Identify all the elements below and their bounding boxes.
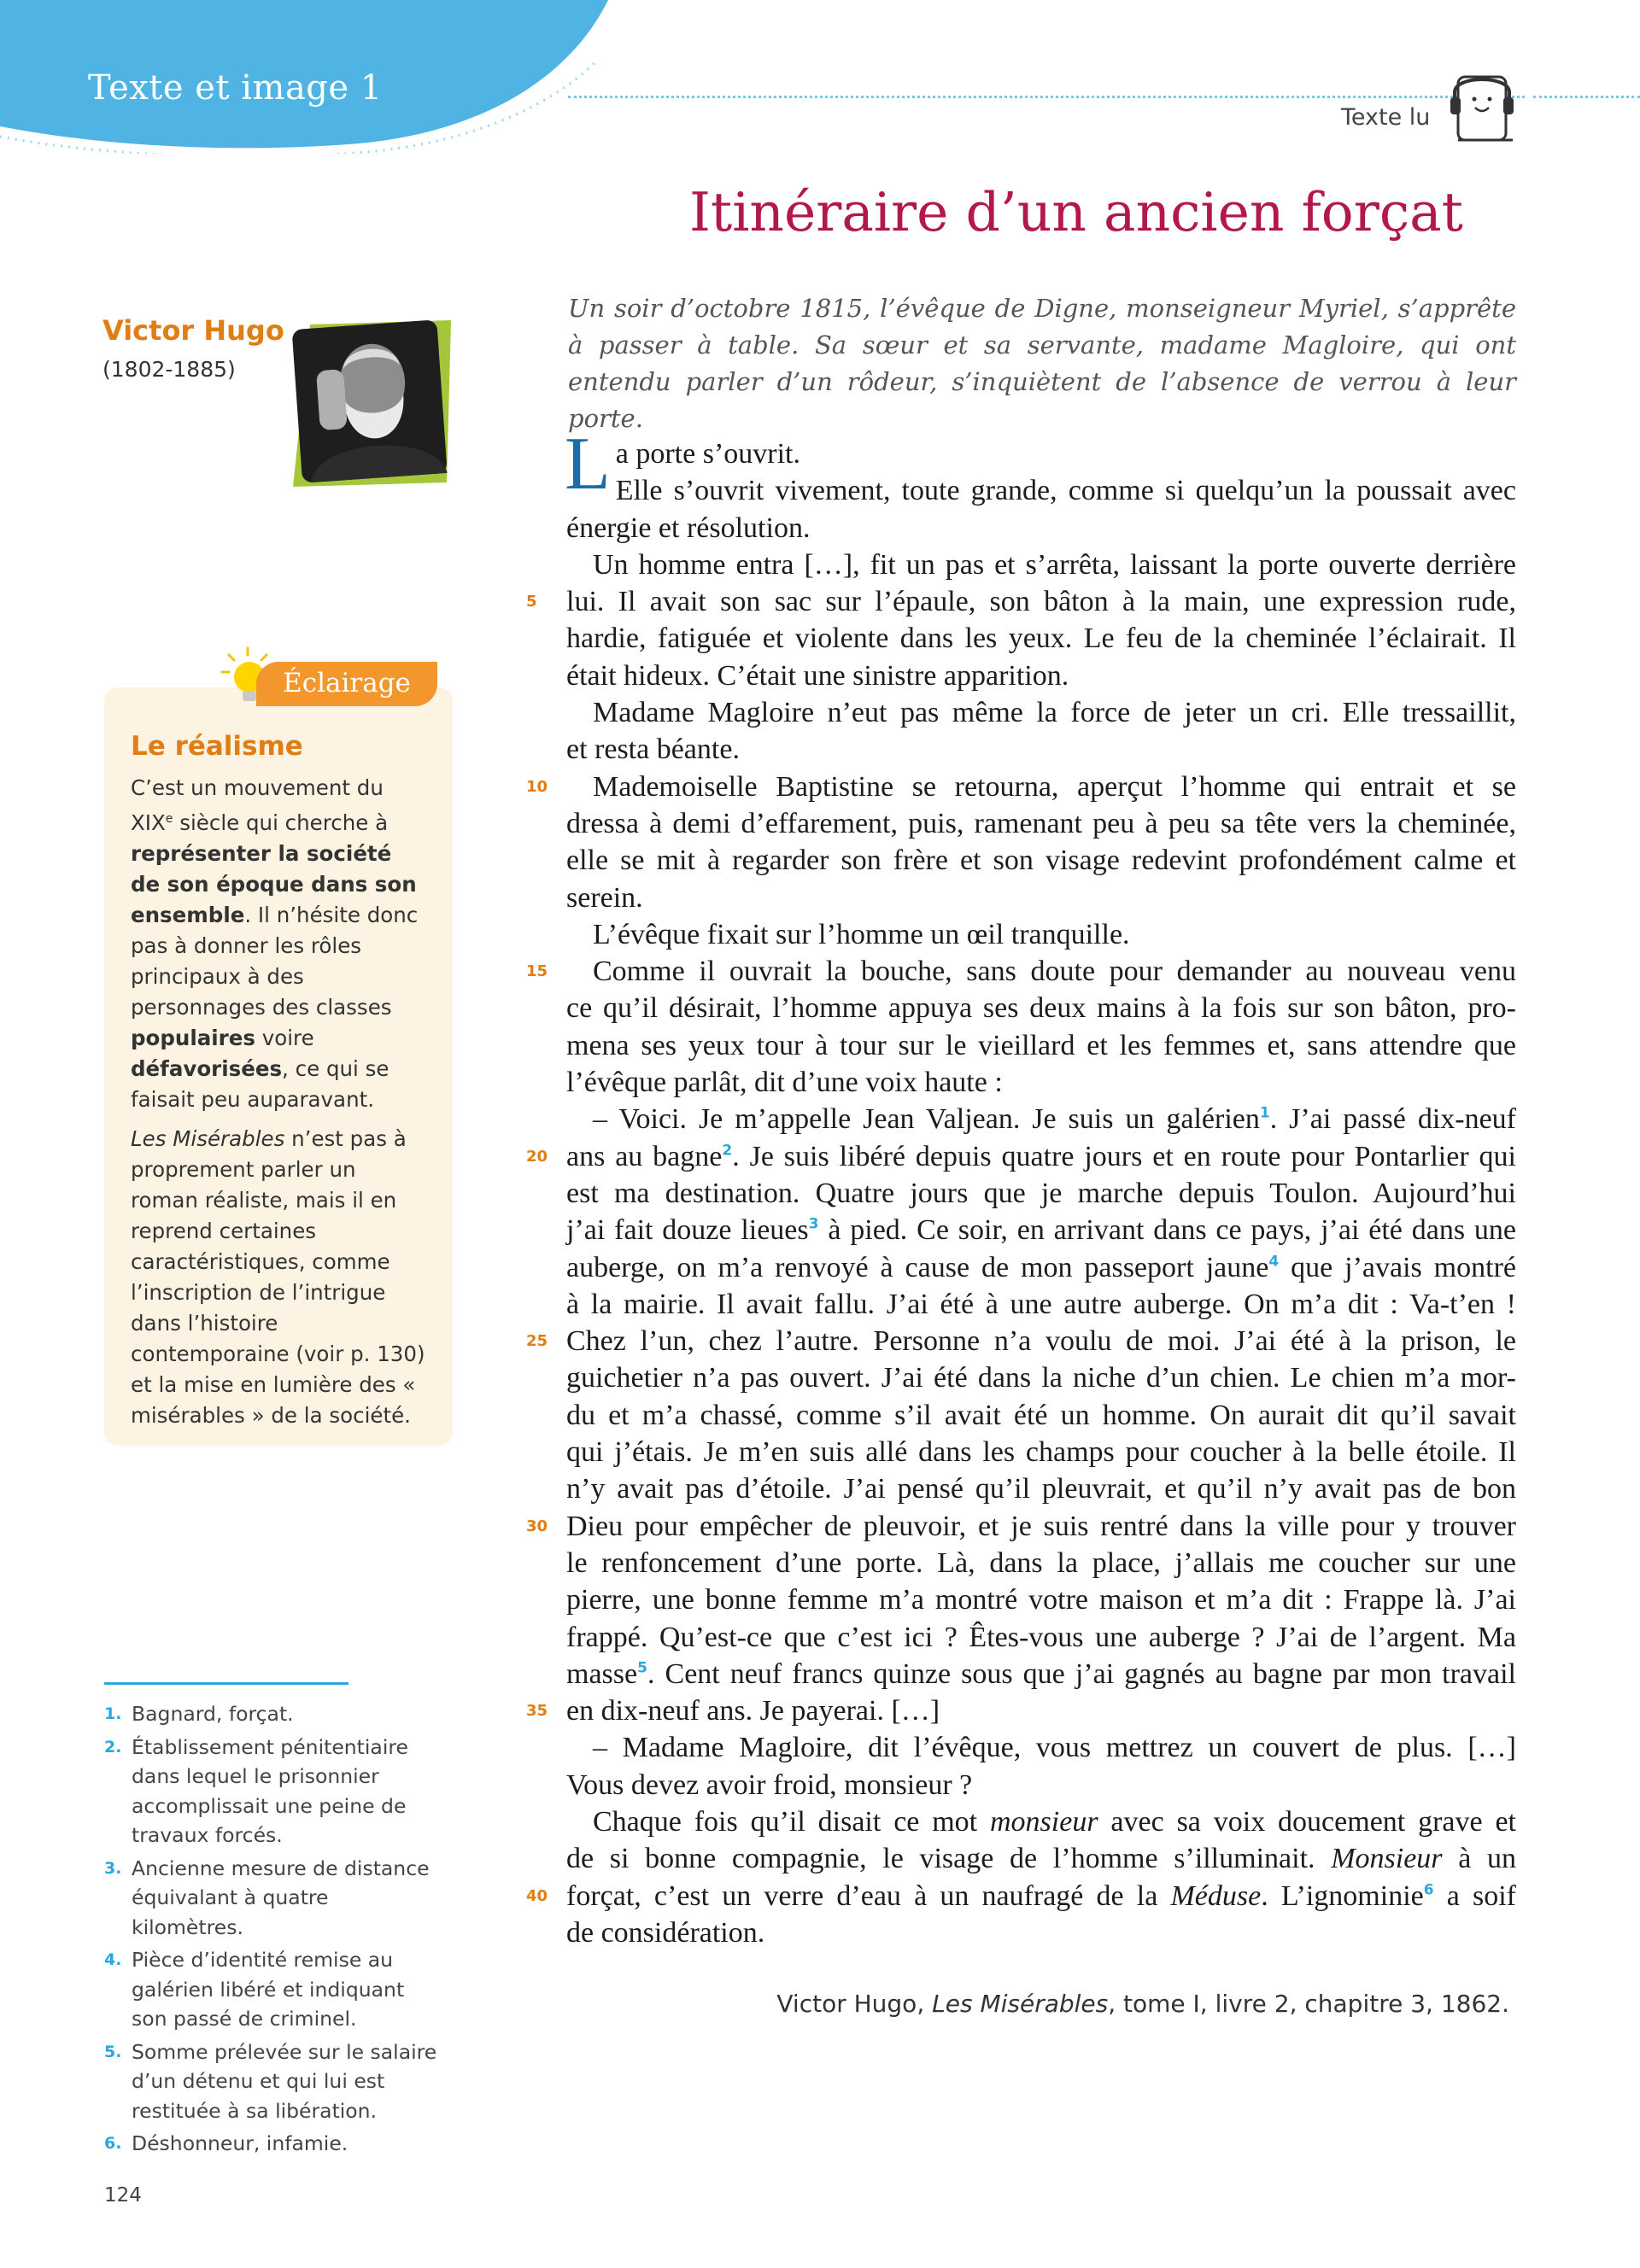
text-line-emphasis: Monsieur: [1331, 1843, 1443, 1875]
text-line-emphasis: Méduse: [1170, 1879, 1262, 1912]
eclairage-tab-label: Éclairage: [283, 668, 411, 699]
text-line: hardie, fatiguée et violente dans les yeux. Le feu de la cheminée l’éclairait. Il: [566, 623, 1516, 655]
section-label: Texte et image 1: [88, 68, 383, 108]
text-line: [566, 1803, 1516, 1840]
author-portrait: [284, 316, 455, 495]
text-line: elle se mit à regarder son frère et son visage redevint profondément calme et: [566, 845, 1516, 877]
text-line: n’y avait pas d’étoile. J’ai pensé qu’il pleuvrait, et qu’il n’y avait pas de bon: [566, 1473, 1516, 1505]
text-line: [526, 1323, 1516, 1359]
text-line: de considération.: [566, 1916, 765, 1949]
text-line-content: Comme il ouvrait la bouche, sans doute pour demander au nouveau venu: [593, 956, 1516, 988]
footnote-text: Établissement pénitentiaire dans lequel le prisonnier accomplissait une peine de travaux forcés.: [132, 1734, 408, 1847]
source-prefix: Victor Hugo,: [776, 1990, 933, 2018]
footnote-text: Ancienne mesure de distance équivalant à quatre kilomètres.: [132, 1856, 430, 1939]
footnote-mark[interactable]: 3: [808, 1215, 819, 1233]
text-line-content: . Cent neuf francs quinze sous que j’ai gagnés au bagne par mon travail: [647, 1657, 1516, 1690]
source-citation: [568, 1990, 1509, 2018]
eclairage-text: siècle qui cherche à: [173, 810, 389, 836]
footnote-mark[interactable]: 6: [1423, 1881, 1434, 1899]
eclairage-title: Le réalisme: [131, 731, 303, 762]
text-line-content: Chaque fois qu’il disait ce mot: [593, 1805, 990, 1838]
headphones-character-icon[interactable]: [1448, 67, 1516, 143]
footnote-text: Pièce d’identité remise au galérien libéré et indiquant son passé de criminel.: [132, 1948, 405, 2031]
footnote-item: [104, 1945, 446, 2034]
author-dates: (1802-1885): [102, 357, 236, 382]
text-line: énergie et résolution.: [566, 511, 811, 544]
eclairage-italic: Les Misérables: [131, 1126, 285, 1152]
line-number: 40: [526, 1886, 548, 1905]
page-number: 124: [104, 2184, 142, 2207]
footnote-item: [104, 2037, 446, 2126]
text-line: à la mairie. Il avait fallu. J’ai été à une autre auberge. On m’a dit : Va-t’en !: [566, 1288, 1516, 1320]
text-line: [526, 769, 1516, 805]
text-line-content: avec sa voix doucement grave et: [1098, 1805, 1516, 1838]
text-line: [566, 1212, 1516, 1248]
text-line: [566, 1101, 1516, 1137]
footnote-number: 3.: [104, 1858, 122, 1878]
text-line: [526, 1138, 1516, 1175]
header-dotted-rule: [568, 96, 1525, 98]
eclairage-sup: e: [165, 812, 173, 826]
text-line-content: à pied. Ce soir, en arrivant dans ce pays, j’ai été dans une: [818, 1214, 1516, 1247]
text-line-content: . J’ai passé dix-neuf: [1269, 1103, 1517, 1136]
eclairage-text: . Il n’hésite donc pas à donner les rôles principaux à des personnages des classes: [131, 903, 419, 1020]
line-number: 20: [526, 1147, 548, 1166]
eclairage-text: , ce qui se faisait peu auparavant.: [131, 1056, 390, 1113]
text-line: du et m’a chassé, comme s’il avait été un homme. On aurait dit qu’il savait: [566, 1399, 1516, 1431]
eclairage-paragraph: [131, 1124, 425, 1431]
footnote-mark[interactable]: 2: [722, 1142, 733, 1160]
eclairage-text: C’est un mouvement du XIX: [131, 775, 384, 836]
footnote-number: 1.: [104, 1704, 122, 1723]
text-line: Madame Magloire n’eut pas même la force de jeter un cri. Elle tressaillit,: [593, 697, 1516, 729]
text-line: le renfoncement d’une porte. Là, dans la place, j’allais me coucher sur une: [566, 1546, 1516, 1579]
text-line: [526, 1692, 1516, 1729]
line-number: 30: [526, 1517, 548, 1535]
footnote-item: [104, 1699, 446, 1729]
line-number: 10: [526, 777, 548, 796]
text-line: et resta béante.: [566, 734, 740, 766]
line-number: 15: [526, 962, 548, 981]
text-line: ce qu’il désirait, l’homme appuya ses deux mains à la fois sur son bâton, pro-: [566, 992, 1516, 1025]
main-text: [526, 423, 1517, 1951]
footnote-text: Bagnard, forçat.: [132, 1702, 294, 1726]
footnote-mark[interactable]: 5: [637, 1659, 647, 1677]
line-number: 25: [526, 1332, 548, 1351]
eclairage-text: n’est pas à proprement parler un roman réaliste, mais il en reprend certaines caractéristiques, comme l’inscription de l’intrigue dans l’histoire contemporaine (voir p. 130) et la mise en lumière des « misérables » de la société.: [131, 1126, 425, 1429]
text-line-content: . L’ignominie: [1261, 1879, 1424, 1912]
eclairage-bold: populaires: [131, 1026, 255, 1051]
text-line-content: à un: [1442, 1843, 1516, 1875]
text-line-content: Dieu pour empêcher de pleuvoir, et je suis rentré dans la ville pour y trouver: [566, 1510, 1516, 1542]
footnote-number: 2.: [104, 1737, 122, 1757]
text-line-content: – Voici. Je m’appelle Jean Valjean. Je suis un galérien: [593, 1103, 1260, 1136]
footnotes: [104, 1699, 446, 2162]
text-line: est ma destination. Quatre jours que je marche depuis Toulon. Aujourd’hui: [566, 1177, 1516, 1209]
text-line: [526, 1878, 1516, 1914]
text-line-content: Chez l’un, chez l’autre. Personne n’a voulu de moi. J’ai été à la prison, le: [566, 1325, 1516, 1358]
footnote-text: Somme prélevée sur le salaire d’un détenu et qui lui est restituée à sa libération.: [132, 2039, 437, 2123]
text-line-content: j’ai fait douze lieues: [566, 1214, 809, 1247]
text-line: [566, 1249, 1516, 1286]
text-line-content: lui. Il avait son sac sur l’épaule, son bâton à la main, une expression rude,: [566, 586, 1516, 618]
text-line: [526, 1508, 1516, 1545]
text-line-content: ans au bagne: [566, 1140, 723, 1172]
text-line: – Madame Magloire, dit l’évêque, vous mettrez un couvert de plus. […]: [593, 1732, 1516, 1764]
text-line: L’évêque fixait sur l’homme un œil tranquille.: [593, 918, 1130, 950]
eclairage-paragraph: [131, 773, 425, 1115]
line-number: 5: [526, 593, 537, 611]
text-line: l’évêque parlât, dit d’une voix haute :: [566, 1067, 1003, 1099]
text-line-emphasis: monsieur: [990, 1805, 1098, 1838]
footnotes-rule: [104, 1682, 348, 1685]
text-line: serein.: [566, 881, 643, 914]
text-line: dressa à demi d’effarement, puis, ramenant peu à peu sa tête vers la cheminée,: [566, 807, 1516, 839]
text-line-content: auberge, on m’a renvoyé à cause de mon passeport jaune: [566, 1251, 1269, 1283]
line-number: 35: [526, 1702, 548, 1721]
footnote-item: [104, 2129, 446, 2159]
footnote-item: [104, 1733, 446, 1850]
header-dotted-rule-right: [1533, 96, 1640, 98]
footnote-mark[interactable]: 4: [1268, 1253, 1280, 1271]
footnote-mark[interactable]: 1: [1259, 1105, 1270, 1123]
footnote-number: 4.: [104, 1950, 122, 1969]
text-line: Elle s’ouvrit vivement, toute grande, comme si quelqu’un la poussait avec: [615, 475, 1516, 507]
text-line: [526, 953, 1516, 990]
eclairage-bold: défavorisées: [131, 1056, 283, 1082]
footnote-number: 6.: [104, 2134, 122, 2153]
footnote-number: 5.: [104, 2042, 122, 2061]
text-line: pierre, une bonne femme m’a montré votre maison et m’a dit : Frappe là. J’ai: [566, 1584, 1516, 1616]
footnote-text: Déshonneur, infamie.: [132, 2131, 348, 2155]
source-suffix: , tome I, livre 2, chapitre 3, 1862.: [1108, 1990, 1509, 2018]
text-line-content: que j’avais montré: [1279, 1251, 1516, 1283]
text-line: frappé. Qu’est-ce que c’est ici ? Êtes-vous une auberge ? J’ai de l’argent. Ma: [566, 1621, 1516, 1653]
text-line-content: masse: [566, 1657, 638, 1690]
text-line: qui j’étais. Je m’en suis allé dans les champs pour coucher à la belle étoile. Il: [566, 1436, 1516, 1469]
text-line-content: en dix-neuf ans. Je payerai. […]: [566, 1695, 940, 1727]
eclairage-text: voire: [255, 1026, 314, 1051]
footnote-item: [104, 1854, 446, 1943]
text-line: a porte s’ouvrit.: [615, 438, 800, 470]
text-line: mena ses yeux tour à tour sur le vieillard et les femmes et, sans attendre que: [566, 1029, 1516, 1061]
drop-cap: L: [565, 423, 611, 506]
eclairage-body: [131, 773, 425, 1440]
eclairage-bold: représenter la société de son époque dans son ensemble: [131, 841, 417, 928]
text-line: Un homme entra […], fit un pas et s’arrêta, laissant la porte ouverte derrière: [593, 548, 1516, 581]
audio-label[interactable]: Texte lu: [1341, 104, 1431, 131]
text-line: était hideux. C’était une sinistre apparition.: [566, 659, 1069, 692]
text-line-content: . Je suis libéré depuis quatre jours et en route pour Pontarlier qui: [732, 1140, 1516, 1172]
text-line-content: a soif: [1433, 1879, 1516, 1912]
source-work: Les Misérables: [932, 1990, 1109, 2018]
text-line: guichetier n’a pas ouvert. J’ai été dans la niche d’un chien. Le chien m’a mor-: [566, 1362, 1516, 1394]
text-line: [526, 583, 1516, 620]
page-title: Itinéraire d’un ancien forçat: [689, 181, 1463, 243]
author-name: Victor Hugo: [102, 314, 284, 347]
text-line-content: forçat, c’est un verre d’eau à un naufragé de la: [566, 1879, 1171, 1912]
text-line: [566, 1656, 1516, 1692]
text-line: Vous devez avoir froid, monsieur ?: [566, 1768, 973, 1801]
intro-paragraph: Un soir d’octobre 1815, l’évêque de Digne, monseigneur Myriel, s’apprête à passer à table. Sa sœur et sa servante, madame Magloire, qui ont entendu parler d’un rôdeur, s’inquiètent de l’absence de verrou à leur porte.: [568, 294, 1516, 433]
text-line: [566, 1840, 1516, 1877]
text-line-content: de si bonne compagnie, le visage de l’homme s’illuminait.: [566, 1843, 1332, 1875]
text-line-content: Mademoiselle Baptistine se retourna, aperçut l’homme qui entrait et se: [593, 770, 1516, 803]
